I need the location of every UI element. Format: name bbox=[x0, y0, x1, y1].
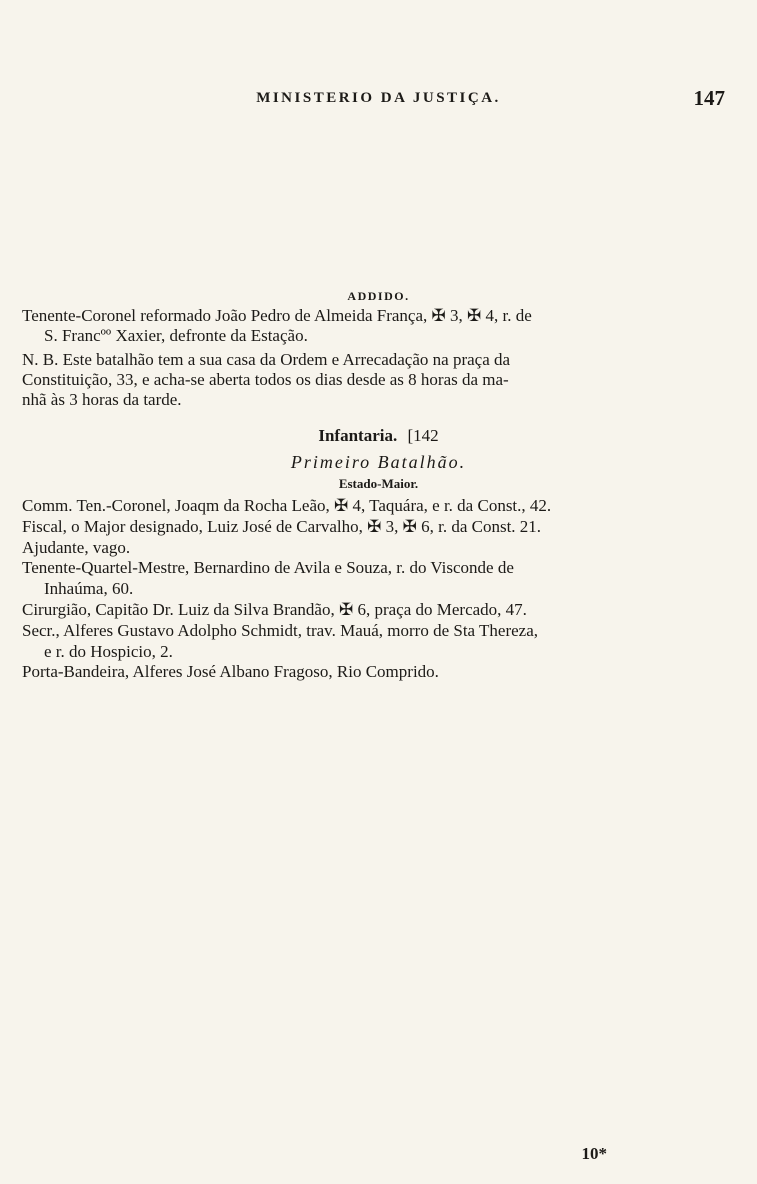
section-ref: [142 bbox=[407, 426, 439, 445]
addido-line: Tenente-Coronel reformado João Pedro de Almeida França, ✠ 3, ✠ 4, r. de bbox=[22, 306, 532, 325]
staff-row: Ajudante, vago. bbox=[22, 537, 131, 557]
staff-row: Porta-Bandeira, Alferes José Albano Fragoso, Rio Comprido. bbox=[22, 662, 439, 682]
section-subtitle: Primeiro Batalhão. bbox=[290, 452, 467, 472]
addido-heading: ADDIDO. bbox=[347, 289, 410, 303]
section-heading bbox=[0, 426, 757, 446]
staff-row: Inhaúma, 60. bbox=[44, 579, 134, 599]
page-number: 147 bbox=[693, 86, 725, 110]
staff-row: Comm. Ten.-Coronel, Joaqm da Rocha Leão, ✠ 4, Taquára, e r. da Const., 42. bbox=[22, 496, 552, 515]
signature-mark: 10* bbox=[581, 1144, 607, 1163]
staff-row: Secr., Alferes Gustavo Adolpho Schmidt, trav. Mauá, morro de Sta Thereza, bbox=[22, 620, 539, 640]
page-title: MINISTERIO DA JUSTIÇA. bbox=[256, 90, 501, 106]
staff-row: Tenente-Quartel-Mestre, Bernardino de Avila e Souza, r. do Visconde de bbox=[22, 558, 514, 578]
staff-row: Fiscal, o Major designado, Luiz José de Carvalho, ✠ 3, ✠ 6, r. da Const. 21. bbox=[22, 516, 542, 536]
section-title: Infantaria. bbox=[318, 426, 398, 445]
staff-row: Cirurgião, Capitão Dr. Luiz da Silva Brandão, ✠ 6, praça do Mercado, 47. bbox=[22, 600, 527, 619]
staff-heading: Estado-Maior. bbox=[338, 476, 419, 491]
note-line: Constituição, 33, e acha-se aberta todos os dias desde as 8 horas da ma- bbox=[22, 370, 509, 389]
staff-row: e r. do Hospicio, 2. bbox=[44, 641, 173, 661]
addido-line: S. Francºº Xaxier, defronte da Estação. bbox=[44, 326, 308, 345]
note-line: N. B. Este batalhão tem a sua casa da Ordem e Arrecadação na praça da bbox=[22, 350, 511, 369]
note-line: nhã às 3 horas da tarde. bbox=[22, 390, 182, 409]
page-header bbox=[0, 86, 757, 112]
